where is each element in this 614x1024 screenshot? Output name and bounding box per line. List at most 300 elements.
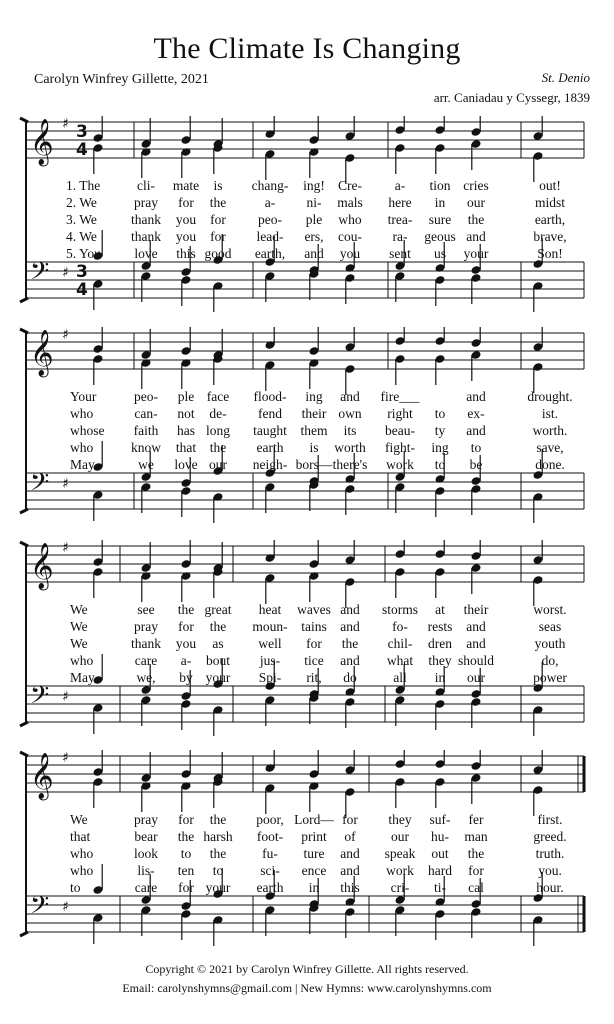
lyric-line — [0, 178, 614, 194]
note — [308, 147, 319, 178]
lyric-syllable: your — [463, 246, 489, 261]
lyric-syllable: to — [180, 846, 192, 861]
treble-clef-icon: 𝄞 — [30, 119, 54, 165]
lyric-syllable: whose — [70, 423, 105, 438]
note — [532, 116, 543, 141]
lyric-syllable: for — [342, 812, 358, 827]
lyric-syllable: chang- — [251, 178, 289, 193]
lyric-syllable: May — [70, 670, 95, 685]
note — [180, 358, 191, 389]
note — [212, 354, 223, 385]
note — [212, 752, 223, 783]
note — [92, 913, 103, 944]
lyric-syllable: for — [178, 880, 194, 895]
lyric-syllable: this — [176, 246, 196, 261]
lyric-syllable: tion — [429, 178, 451, 193]
lyric-syllable: drought. — [527, 389, 573, 404]
lyric-syllable: fire___ — [380, 389, 420, 404]
lyric-syllable: do — [343, 670, 357, 685]
note — [434, 486, 445, 517]
note — [394, 777, 405, 808]
lyric-line — [0, 863, 614, 879]
note — [532, 540, 543, 565]
note — [264, 905, 275, 936]
lyric-syllable: has — [177, 423, 195, 438]
note — [394, 905, 405, 936]
lyric-syllable: in — [308, 880, 320, 895]
lyric-syllable: in — [434, 670, 446, 685]
note — [264, 149, 275, 180]
note — [308, 480, 319, 511]
lyric-syllable: the — [177, 602, 195, 617]
lyric-syllable: tains — [301, 619, 327, 634]
lyric-syllable: neigh- — [252, 457, 288, 472]
note — [470, 773, 481, 804]
lyric-syllable: thank — [131, 212, 161, 227]
note — [264, 783, 275, 814]
note — [532, 750, 543, 775]
lyric-syllable: mate — [172, 178, 200, 193]
lyric-syllable: worst. — [533, 602, 567, 617]
lyric-syllable: cries — [463, 178, 489, 193]
lyric-syllable: great — [204, 602, 232, 617]
note — [92, 703, 103, 734]
note — [92, 327, 103, 354]
lyric-syllable: beau- — [385, 423, 415, 438]
lyric-syllable: We — [70, 812, 88, 827]
lyric-syllable: sci- — [260, 863, 280, 878]
note — [264, 271, 275, 302]
lyric-syllable: for — [210, 229, 226, 244]
lyric-syllable: suf- — [429, 812, 451, 827]
lyric-line — [0, 389, 614, 405]
sharp-key-signature-icon: ♯ — [62, 750, 69, 766]
note — [92, 540, 103, 567]
lyric-syllable: moun- — [252, 619, 288, 634]
lyric-syllable: truth. — [535, 846, 565, 861]
lyric-syllable: harsh — [203, 829, 233, 844]
lyric-syllable: ist. — [541, 406, 559, 421]
note — [92, 750, 103, 777]
sharp-key-signature-icon: ♯ — [62, 265, 69, 281]
lyric-syllable: ten — [177, 863, 195, 878]
lyric-syllable: ing — [431, 440, 449, 455]
lyric-line — [0, 212, 614, 228]
lyric-syllable: cli- — [137, 178, 155, 193]
note — [434, 143, 445, 174]
lyric-syllable: can- — [134, 406, 158, 421]
lyric-syllable: worth — [334, 440, 366, 455]
note — [434, 777, 445, 808]
note — [344, 750, 355, 775]
time-signature-top: 3 — [76, 122, 88, 142]
lyric-syllable: rit, — [306, 670, 322, 685]
lyric-line — [0, 670, 614, 686]
sharp-key-signature-icon: ♯ — [62, 540, 69, 556]
tune-name: St. Denio — [541, 70, 590, 85]
note — [308, 903, 319, 934]
lyric-syllable: as — [212, 636, 224, 651]
lyric-syllable: 4. We — [66, 229, 97, 244]
lyric-syllable: foot- — [256, 829, 284, 844]
lyric-syllable: earth — [256, 440, 284, 455]
lyric-syllable: bear — [134, 829, 158, 844]
lyric-line — [0, 457, 614, 473]
note — [264, 360, 275, 391]
lyric-syllable: fer — [468, 812, 484, 827]
note — [180, 699, 191, 730]
lyric-syllable: is — [309, 440, 319, 455]
lyric-syllable: we, — [136, 670, 156, 685]
note — [264, 695, 275, 726]
lyric-syllable: own — [338, 406, 362, 421]
note — [434, 567, 445, 598]
time-signature-top: 3 — [76, 262, 88, 282]
lyric-syllable: peo- — [134, 389, 158, 404]
bass-clef-icon: 𝄢 — [30, 468, 50, 503]
lyric-syllable: pray — [134, 812, 158, 827]
note — [394, 482, 405, 513]
note — [264, 540, 275, 563]
note — [212, 118, 223, 149]
lyric-syllable: flood- — [253, 389, 287, 404]
lyric-syllable: We — [70, 619, 88, 634]
note — [470, 327, 481, 348]
lyric-syllable: their — [463, 602, 489, 617]
lyric-syllable: thank — [131, 636, 161, 651]
note — [308, 693, 319, 724]
lyric-syllable: not — [177, 406, 195, 421]
lyric-syllable: earth — [256, 880, 284, 895]
note — [140, 905, 151, 936]
lyric-syllable: face — [206, 389, 230, 404]
lyric-syllable: speak — [384, 846, 416, 861]
lyric-line — [0, 653, 614, 669]
note — [434, 354, 445, 385]
lyric-syllable: power — [533, 670, 567, 685]
note — [212, 915, 223, 946]
bass-staff — [26, 468, 584, 509]
note — [140, 695, 151, 726]
note — [470, 540, 481, 561]
note — [92, 567, 103, 598]
lyric-syllable: pray — [134, 619, 158, 634]
note — [212, 143, 223, 174]
treble-staff — [26, 750, 584, 801]
lyric-syllable: and — [340, 389, 360, 404]
note — [180, 909, 191, 940]
lyric-syllable: chil- — [387, 636, 413, 651]
lyric-line — [0, 602, 614, 618]
lyric-syllable: this — [340, 880, 360, 895]
lyric-syllable: a- — [394, 178, 406, 193]
treble-staff — [26, 540, 584, 591]
note — [470, 139, 481, 170]
note — [434, 750, 445, 769]
lyric-syllable: 3. We — [66, 212, 97, 227]
lyric-syllable: the — [177, 829, 195, 844]
sharp-key-signature-icon: ♯ — [62, 899, 69, 915]
lyric-syllable: ni- — [306, 195, 322, 210]
lyric-syllable: Lord— — [294, 812, 334, 827]
lyric-syllable: to — [470, 440, 482, 455]
music-system — [0, 327, 614, 523]
lyric-syllable: who — [70, 406, 94, 421]
lyric-syllable: and — [340, 846, 360, 861]
lyric-syllable: ers, — [304, 229, 324, 244]
note — [394, 327, 405, 346]
lyric-syllable: our — [209, 457, 227, 472]
contact-info: Email: carolynshymns@gmail.com | New Hymns: www.carolynshymns.com — [122, 981, 492, 995]
lyric-syllable: and — [340, 602, 360, 617]
note — [180, 781, 191, 812]
lyric-syllable: who — [70, 653, 94, 668]
note — [434, 540, 445, 559]
lyric-syllable: to — [70, 880, 81, 895]
note — [532, 281, 543, 312]
lyric-syllable: ture — [303, 846, 325, 861]
lyric-syllable: ing! — [303, 178, 325, 193]
lyric-syllable: your — [205, 670, 231, 685]
note — [140, 542, 151, 573]
lyric-syllable: hour. — [536, 880, 564, 895]
note — [344, 116, 355, 141]
lyric-syllable: the — [209, 440, 227, 455]
treble-clef-icon: 𝄞 — [30, 543, 54, 589]
lyric-syllable: trea- — [387, 212, 413, 227]
lyric-syllable: them — [300, 423, 328, 438]
lyric-syllable: print — [301, 829, 327, 844]
lyric-syllable: the — [209, 812, 227, 827]
lyric-syllable: ence — [301, 863, 327, 878]
lyric-syllable: ing — [305, 389, 323, 404]
sharp-key-signature-icon: ♯ — [62, 689, 69, 705]
note — [264, 482, 275, 513]
lyric-syllable: their — [301, 406, 327, 421]
lyric-syllable: they — [388, 812, 412, 827]
note — [92, 777, 103, 808]
lyric-syllable: for — [468, 863, 484, 878]
lyric-syllable: 1. The — [66, 178, 101, 193]
lyric-syllable: care — [134, 653, 158, 668]
lyric-syllable: fight- — [385, 440, 415, 455]
note — [394, 695, 405, 726]
note — [308, 571, 319, 602]
lyric-syllable: earth, — [254, 246, 286, 261]
lyric-syllable: mals — [337, 195, 363, 210]
note — [140, 781, 151, 812]
lyric-syllable: fo- — [392, 619, 408, 634]
note — [212, 705, 223, 736]
lyric-syllable: you — [175, 229, 197, 244]
note — [532, 915, 543, 946]
note — [140, 329, 151, 360]
lyric-syllable: waves — [297, 602, 331, 617]
note — [344, 540, 355, 565]
note — [308, 781, 319, 812]
arrangement-credit: arr. Caniadau y Cyssegr, 1839 — [433, 90, 590, 105]
note — [180, 275, 191, 306]
lyric-line — [0, 246, 614, 262]
note — [180, 571, 191, 602]
lyric-line — [0, 406, 614, 422]
note — [180, 540, 191, 569]
lyric-syllable: and — [340, 653, 360, 668]
lyric-syllable: brave, — [533, 229, 567, 244]
lyric-syllable: and — [466, 636, 486, 651]
lyric-syllable: and — [466, 389, 486, 404]
note — [140, 571, 151, 602]
sharp-key-signature-icon: ♯ — [62, 476, 69, 492]
note — [180, 750, 191, 779]
lyric-syllable: ty — [434, 423, 446, 438]
lyric-syllable: first. — [537, 812, 563, 827]
lyric-syllable: sure — [428, 212, 452, 227]
lyric-syllable: heat — [258, 602, 282, 617]
lyric-syllable: well — [258, 636, 282, 651]
lyric-line — [0, 440, 614, 456]
lyric-syllable: out! — [539, 178, 561, 193]
lyric-syllable: ex- — [467, 406, 485, 421]
bass-clef-icon: 𝄢 — [30, 891, 50, 926]
lyric-syllable: look — [133, 846, 159, 861]
lyric-syllable: taught — [253, 423, 287, 438]
lyric-syllable: our — [391, 829, 409, 844]
lyric-syllable: ple — [177, 389, 195, 404]
note — [212, 777, 223, 808]
note — [264, 116, 275, 139]
lyric-syllable: save, — [536, 440, 564, 455]
lyric-syllable: for — [178, 195, 194, 210]
lyric-syllable: a- — [264, 195, 276, 210]
music-system — [0, 116, 614, 312]
note — [394, 143, 405, 174]
lyric-syllable: for — [306, 636, 322, 651]
lyric-syllable: to — [434, 406, 446, 421]
lyric-syllable: right — [387, 406, 413, 421]
note — [92, 490, 103, 521]
lyric-line — [0, 229, 614, 245]
note — [308, 327, 319, 356]
lyric-syllable: and — [466, 423, 486, 438]
lyric-syllable: long — [205, 423, 231, 438]
note — [180, 116, 191, 145]
lyric-syllable: done. — [535, 457, 565, 472]
lyric-syllable: tice — [304, 653, 324, 668]
lyric-syllable: youth — [534, 636, 566, 651]
lyric-syllable: man — [464, 829, 488, 844]
note — [308, 540, 319, 569]
note — [394, 540, 405, 559]
note — [140, 271, 151, 302]
lyric-syllable: ple — [305, 212, 323, 227]
lyric-syllable: geous — [424, 229, 456, 244]
lyric-syllable: the — [467, 212, 485, 227]
lyric-syllable: to — [212, 863, 224, 878]
lyric-syllable: for — [178, 619, 194, 634]
lyric-syllable: know — [131, 440, 161, 455]
note — [470, 116, 481, 137]
lyric-syllable: the — [341, 636, 359, 651]
lyric-syllable: us — [433, 246, 447, 261]
lyric-syllable: Spi- — [258, 670, 282, 685]
lyric-syllable: they — [428, 653, 452, 668]
note — [434, 327, 445, 346]
lyric-syllable: we — [138, 457, 154, 472]
hymn-title: The Climate Is Changing — [153, 32, 461, 65]
lyric-syllable: do, — [541, 653, 559, 668]
lyric-syllable: the — [209, 619, 227, 634]
lyric-line — [0, 619, 614, 635]
lyric-syllable: see — [137, 602, 155, 617]
lyric-syllable: rests — [427, 619, 453, 634]
lyric-line — [0, 423, 614, 439]
lyric-syllable: cou- — [338, 229, 362, 244]
note — [434, 275, 445, 306]
lyric-syllable: and — [304, 246, 324, 261]
lyric-syllable: lead- — [256, 229, 284, 244]
lyric-syllable: greed. — [533, 829, 567, 844]
lyric-syllable: the — [209, 846, 227, 861]
lyric-syllable: storms — [381, 602, 419, 617]
lyric-syllable: thank — [131, 229, 161, 244]
lyric-syllable: you — [175, 636, 197, 651]
lyric-syllable: what — [386, 653, 414, 668]
note — [434, 699, 445, 730]
lyric-line — [0, 846, 614, 862]
lyric-syllable: and — [340, 619, 360, 634]
treble-staff — [26, 327, 584, 378]
lyric-syllable: work — [386, 863, 414, 878]
lyric-syllable: dren — [428, 636, 452, 651]
lyric-syllable: to — [434, 457, 446, 472]
lyric-syllable: We — [70, 602, 88, 617]
lyric-syllable: your — [205, 880, 231, 895]
lyric-syllable: worth. — [532, 423, 568, 438]
lyric-syllable: of — [344, 829, 356, 844]
note — [180, 327, 191, 356]
note — [92, 143, 103, 174]
note — [434, 116, 445, 135]
lyric-syllable: Your — [70, 389, 97, 404]
note — [140, 752, 151, 783]
sharp-key-signature-icon: ♯ — [62, 116, 69, 132]
lyric-syllable: We — [70, 636, 88, 651]
bass-clef-icon: 𝄢 — [30, 257, 50, 292]
lyric-syllable: love — [134, 246, 158, 261]
lyric-syllable: who — [70, 440, 94, 455]
lyric-syllable: you. — [538, 863, 562, 878]
note — [308, 358, 319, 389]
note — [308, 750, 319, 779]
lyric-line — [0, 812, 614, 828]
lyric-syllable: that — [70, 829, 91, 844]
treble-staff — [26, 116, 584, 167]
note — [344, 327, 355, 352]
note — [212, 567, 223, 598]
lyric-syllable: cri- — [390, 880, 410, 895]
lyric-syllable: pray — [134, 195, 158, 210]
note — [394, 567, 405, 598]
lyric-syllable: in — [434, 195, 446, 210]
lyric-syllable: out — [431, 846, 449, 861]
bass-staff — [26, 891, 584, 932]
lyric-syllable: should — [457, 653, 495, 668]
time-signature-bottom: 4 — [76, 280, 88, 300]
note — [308, 269, 319, 300]
lyric-syllable: who — [338, 212, 362, 227]
music-system — [0, 750, 614, 946]
